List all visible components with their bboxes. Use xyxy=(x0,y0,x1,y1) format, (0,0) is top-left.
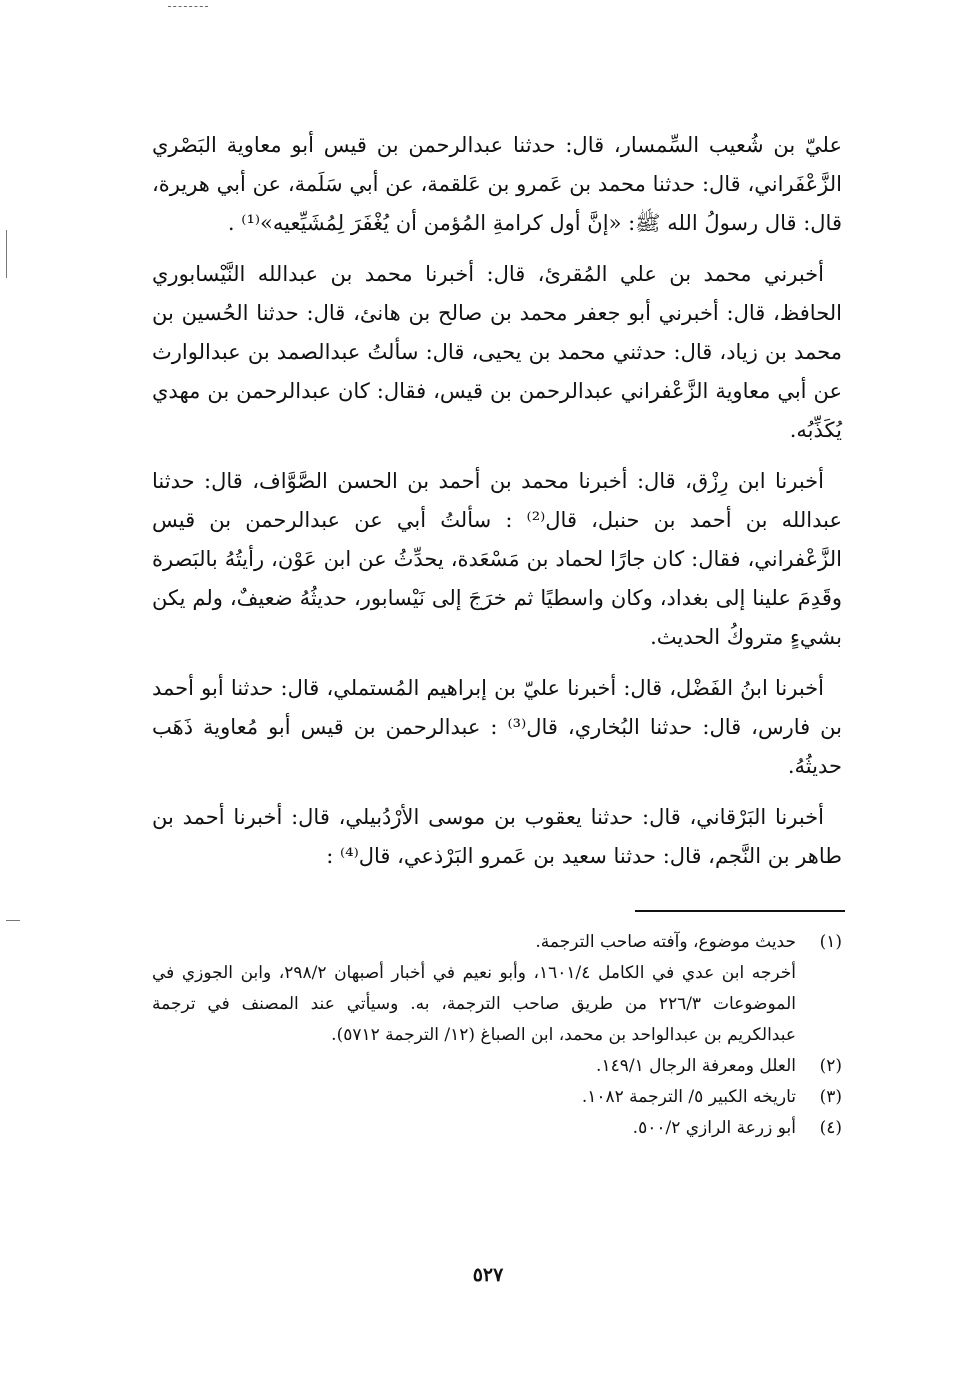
scan-edge-mark xyxy=(6,230,7,278)
scan-edge-dash xyxy=(6,920,20,921)
footnote-line: العلل ومعرفة الرجال ١٤٩/١. xyxy=(596,1056,796,1076)
footnote-line: حديث موضوع، وآفته صاحب الترجمة. xyxy=(535,932,796,952)
footnote-text xyxy=(152,1082,796,1113)
paragraph-5: أخبرنا البَرْقاني، قال: حدثنا يعقوب بن موسى الأرْدُبيلي، قال: أخبرنا أحمد بن طاهر بن النَّجم، قال: حدثنا سعيد بن عَمرو البَرْذعي، قال⁽⁴⁾ : xyxy=(152,805,842,868)
footnote-3 xyxy=(152,1082,842,1113)
footnote-line: أخرجه ابن عدي في الكامل ١٦٠١/٤، وأبو نعيم في أخبار أصبهان ٢٩٨/٢، وابن الجوزي في الموضوعات ٢٢٦/٣ من طريق صاحب الترجمة، به. وسيأتي عند المصنف في ترجمة عبدالكريم بن عبدالواحد بن محمد، ابن الصباغ (١٢/ الترجمة ٥٧١٢). xyxy=(152,963,796,1045)
footnote-number: (١) xyxy=(819,932,842,952)
footnote-line: تاريخه الكبير ٥/ الترجمة ١٠٨٢. xyxy=(581,1087,796,1107)
footnote-number: (٣) xyxy=(819,1087,842,1107)
paragraph-4: أخبرنا ابنُ الفَضْل، قال: أخبرنا عليّ بن إبراهيم المُستملي، قال: حدثنا أبو أحمد بن فارس، قال: حدثنا البُخاري، قال⁽³⁾ : عبدالرحمن بن قيس أبو مُعاوية ذَهَب حديثُهُ. xyxy=(152,676,842,778)
footnote-text xyxy=(152,1051,796,1082)
top-edge-mark xyxy=(168,6,208,7)
paragraph-1: عليّ بن شُعيب السِّمسار، قال: حدثنا عبدالرحمن بن قيس أبو معاوية البَصْري الزَّعْفَراني، قال: حدثنا محمد بن عَمرو بن عَلقمة، عن أبي سَلَمة، عن أبي هريرة، قال: قال رسولُ الله ﷺ: «إنَّ أول كرامةِ المُؤمن أن يُغْفَرَ لِمُشَيِّعيه»⁽¹⁾ . xyxy=(152,133,842,235)
paragraph-2: أخبرني محمد بن علي المُقرئ، قال: أخبرنا محمد بن عبدالله النَّيْسابوري الحافظ، قال: أخبرني أبو جعفر محمد بن صالح بن هانئ، قال: حدثنا الحُسين بن محمد بن زياد، قال: حدثني محمد بن يحيى، قال: سألتُ عبدالصمد بن عبدالوارث عن أبي معاوية الزَّعْفراني عبدالرحمن بن قيس، فقال: كان عبدالرحمن بن مهدي يُكَذِّبُه. xyxy=(152,262,842,442)
footnote-4 xyxy=(152,1113,842,1144)
footnotes xyxy=(152,927,842,1144)
footnote-separator xyxy=(635,910,845,912)
footnote-line: أبو زرعة الرازي ٥٠٠/٢. xyxy=(632,1118,796,1138)
main-text xyxy=(152,126,842,888)
footnote-text xyxy=(152,927,796,1051)
page-number: ٥٢٧ xyxy=(472,1264,504,1286)
footnote-number: (٢) xyxy=(819,1056,842,1076)
paragraph-3: أخبرنا ابن رِزْق، قال: أخبرنا محمد بن أحمد بن الحسن الصَّوَّاف، قال: حدثنا عبدالله بن أحمد بن حنبل، قال⁽²⁾ : سألتُ أبي عن عبدالرحمن بن قيس الزَّعْفراني، فقال: كان جارًا لحماد بن مَسْعَدة، يحدِّثُ عن ابن عَوْن، رأيتُهُ بالبَصرة وقَدِمَ علينا إلى بغداد، وكان واسطيًا ثم خرَجَ إلى نَيْسابور، حديثُهُ ضعيفٌ، ولم يكن بشيءٍ متروكُ الحديث. xyxy=(152,469,842,649)
footnote-number: (٤) xyxy=(819,1118,842,1138)
footnote-1 xyxy=(152,927,842,1051)
footnote-text xyxy=(152,1113,796,1144)
footnote-2 xyxy=(152,1051,842,1082)
